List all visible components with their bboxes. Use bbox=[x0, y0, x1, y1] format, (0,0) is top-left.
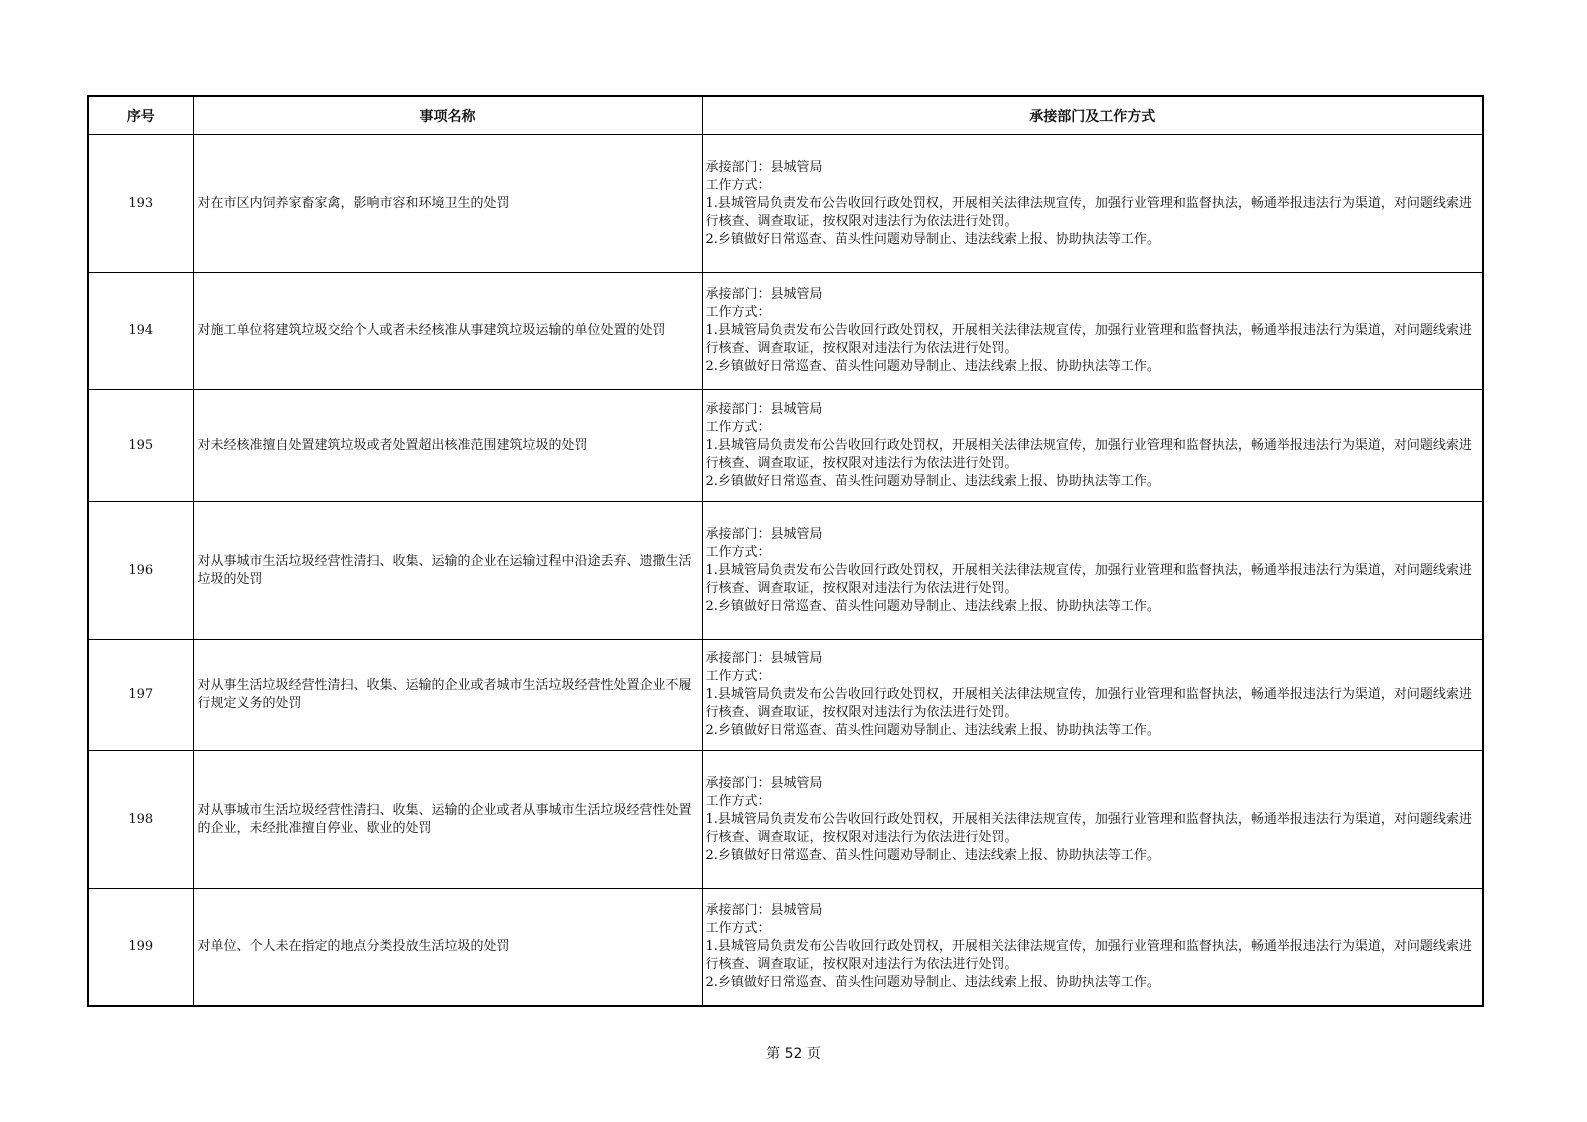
cell-name: 对从事城市生活垃圾经营性清扫、收集、运输的企业在运输过程中沿途丢弃、遗撒生活垃圾的处罚 bbox=[193, 502, 702, 640]
dept-method-item-1: 1.县城管局负责发布公告收回行政处罚权，开展相关法律法规宣传，加强行业管理和监督执法，畅通举报违法行为渠道，对问题线索进行核查、调查取证，按权限对违法行为依法进行处罚。 bbox=[705, 938, 1472, 972]
page-number: 第 52 页 bbox=[766, 1046, 821, 1062]
dept-method-item-1: 1.县城管局负责发布公告收回行政处罚权，开展相关法律法规宣传，加强行业管理和监督执法，畅通举报违法行为渠道，对问题线索进行核查、调查取证，按权限对违法行为依法进行处罚。 bbox=[705, 811, 1472, 845]
dept-method-item-2: 2.乡镇做好日常巡查、苗头性问题劝导制止、违法线索上报、协助执法等工作。 bbox=[705, 847, 1160, 863]
header-row bbox=[88, 96, 1483, 135]
dept-method-label: 工作方式： bbox=[705, 920, 771, 936]
cell-name: 对从事生活垃圾经营性清扫、收集、运输的企业或者城市生活垃圾经营性处置企业不履行规定义务的处罚 bbox=[193, 640, 702, 751]
dept-unit: 承接部门：县城管局 bbox=[705, 401, 823, 417]
table-row bbox=[88, 889, 1483, 1006]
cell-dept bbox=[702, 751, 1483, 889]
cell-seq: 195 bbox=[88, 390, 193, 502]
dept-unit: 承接部门：县城管局 bbox=[705, 775, 823, 791]
dept-method-label: 工作方式： bbox=[705, 305, 771, 320]
table-row bbox=[88, 273, 1483, 390]
table-row bbox=[88, 640, 1483, 751]
cell-name: 对未经核准擅自处置建筑垃圾或者处置超出核准范围建筑垃圾的处罚 bbox=[193, 390, 702, 502]
dept-method-item-1: 1.县城管局负责发布公告收回行政处罚权，开展相关法律法规宣传，加强行业管理和监督执法，畅通举报违法行为渠道，对问题线索进行核查、调查取证，按权限对违法行为依法进行处罚。 bbox=[705, 195, 1472, 229]
header-seq: 序号 bbox=[88, 96, 193, 135]
dept-method-item-2: 2.乡镇做好日常巡查、苗头性问题劝导制止、违法线索上报、协助执法等工作。 bbox=[705, 359, 1160, 374]
cell-dept bbox=[702, 135, 1483, 273]
header-name: 事项名称 bbox=[193, 96, 702, 135]
dept-method-item-1: 1.县城管局负责发布公告收回行政处罚权，开展相关法律法规宣传，加强行业管理和监督执法，畅通举报违法行为渠道，对问题线索进行核查、调查取证，按权限对违法行为依法进行处罚。 bbox=[705, 687, 1472, 720]
table-row bbox=[88, 751, 1483, 889]
dept-method-item-2: 2.乡镇做好日常巡查、苗头性问题劝导制止、违法线索上报、协助执法等工作。 bbox=[705, 974, 1160, 990]
dept-unit: 承接部门：县城管局 bbox=[705, 651, 823, 666]
cell-dept bbox=[702, 273, 1483, 390]
cell-seq: 196 bbox=[88, 502, 193, 640]
cell-name: 对从事城市生活垃圾经营性清扫、收集、运输的企业或者从事城市生活垃圾经营性处置的企业，未经批准擅自停业、歇业的处罚 bbox=[193, 751, 702, 889]
dept-method-item-2: 2.乡镇做好日常巡查、苗头性问题劝导制止、违法线索上报、协助执法等工作。 bbox=[705, 231, 1160, 247]
dept-method-label: 工作方式： bbox=[705, 419, 771, 435]
dept-unit: 承接部门：县城管局 bbox=[705, 287, 823, 302]
table-body bbox=[88, 135, 1483, 1006]
cell-seq: 193 bbox=[88, 135, 193, 273]
table-header bbox=[88, 96, 1483, 135]
header-dept: 承接部门及工作方式 bbox=[702, 96, 1483, 135]
dept-method-item-1: 1.县城管局负责发布公告收回行政处罚权，开展相关法律法规宣传，加强行业管理和监督执法，畅通举报违法行为渠道，对问题线索进行核查、调查取证，按权限对违法行为依法进行处罚。 bbox=[705, 562, 1472, 596]
cell-name: 对在市区内饲养家畜家禽，影响市容和环境卫生的处罚 bbox=[193, 135, 702, 273]
dept-method-label: 工作方式： bbox=[705, 669, 771, 684]
dept-method-label: 工作方式： bbox=[705, 793, 771, 809]
cell-seq: 197 bbox=[88, 640, 193, 751]
cell-dept bbox=[702, 640, 1483, 751]
matters-table bbox=[87, 95, 1484, 1007]
cell-seq: 194 bbox=[88, 273, 193, 390]
dept-method-label: 工作方式： bbox=[705, 544, 771, 560]
dept-method-item-2: 2.乡镇做好日常巡查、苗头性问题劝导制止、违法线索上报、协助执法等工作。 bbox=[705, 473, 1160, 489]
dept-method-item-1: 1.县城管局负责发布公告收回行政处罚权，开展相关法律法规宣传，加强行业管理和监督执法，畅通举报违法行为渠道，对问题线索进行核查、调查取证，按权限对违法行为依法进行处罚。 bbox=[705, 437, 1472, 471]
cell-name: 对单位、个人未在指定的地点分类投放生活垃圾的处罚 bbox=[193, 889, 702, 1006]
cell-seq: 199 bbox=[88, 889, 193, 1006]
dept-method-item-1: 1.县城管局负责发布公告收回行政处罚权，开展相关法律法规宣传，加强行业管理和监督执法，畅通举报违法行为渠道，对问题线索进行核查、调查取证，按权限对违法行为依法进行处罚。 bbox=[705, 323, 1472, 356]
table-row bbox=[88, 390, 1483, 502]
cell-dept bbox=[702, 390, 1483, 502]
cell-seq: 198 bbox=[88, 751, 193, 889]
dept-unit: 承接部门：县城管局 bbox=[705, 159, 823, 175]
dept-unit: 承接部门：县城管局 bbox=[705, 526, 823, 542]
dept-method-item-2: 2.乡镇做好日常巡查、苗头性问题劝导制止、违法线索上报、协助执法等工作。 bbox=[705, 723, 1160, 738]
cell-name: 对施工单位将建筑垃圾交给个人或者未经核准从事建筑垃圾运输的单位处置的处罚 bbox=[193, 273, 702, 390]
dept-method-item-2: 2.乡镇做好日常巡查、苗头性问题劝导制止、违法线索上报、协助执法等工作。 bbox=[705, 598, 1160, 614]
table-row bbox=[88, 135, 1483, 273]
dept-unit: 承接部门：县城管局 bbox=[705, 902, 823, 918]
dept-method-label: 工作方式： bbox=[705, 177, 771, 193]
cell-dept bbox=[702, 889, 1483, 1006]
table-row bbox=[88, 502, 1483, 640]
cell-dept bbox=[702, 502, 1483, 640]
